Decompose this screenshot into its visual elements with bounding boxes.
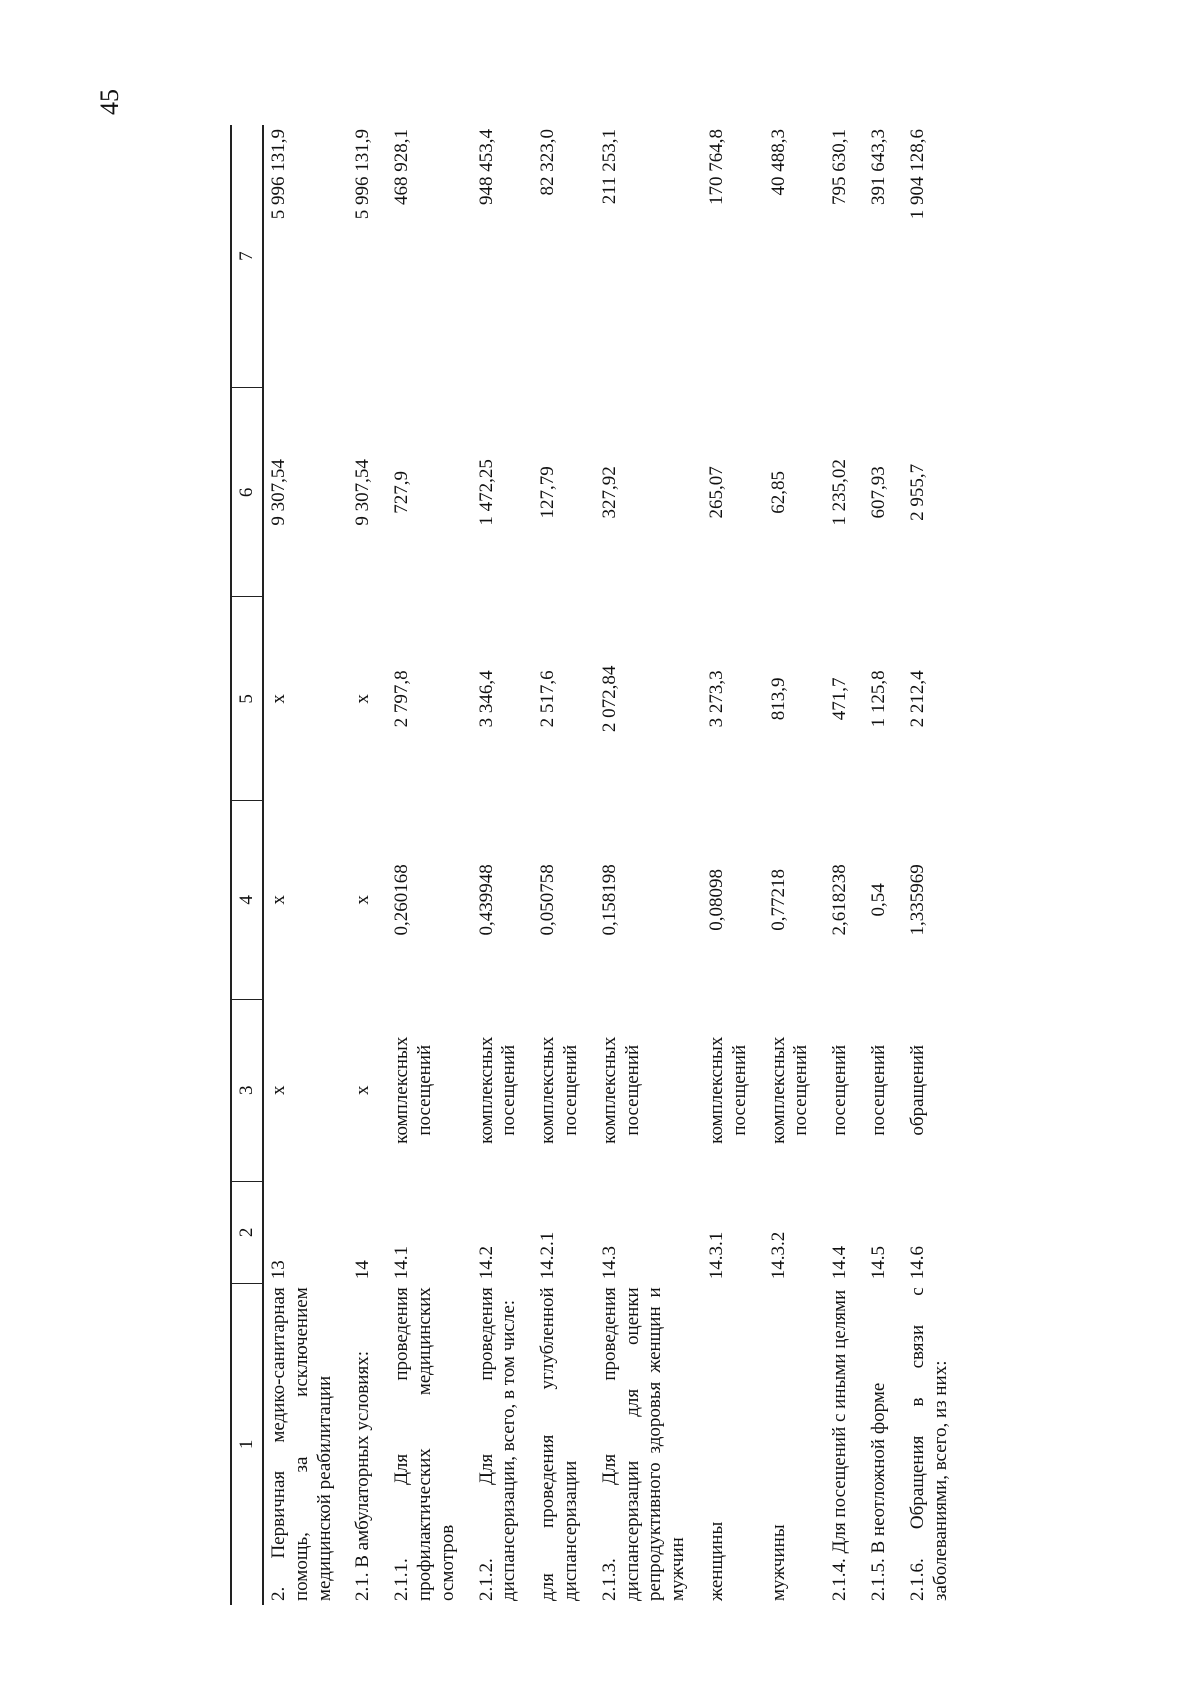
row-number: 14.1 — [391, 1246, 413, 1280]
page-number: 45 — [95, 89, 124, 115]
table-row — [864, 125, 903, 1605]
row-number: 14.2 — [475, 1246, 497, 1280]
unit-cell: обращений — [906, 1044, 928, 1136]
unit-cell: х — [352, 1085, 374, 1095]
total-cell: 211 253,1 — [598, 129, 620, 205]
unit-cell: посещений — [829, 1044, 851, 1136]
unit-cell: комплексных посещений — [598, 1036, 643, 1144]
norm-cell: 0,439948 — [475, 864, 497, 936]
per-capita-cell: 327,92 — [598, 466, 620, 519]
table-row — [472, 125, 534, 1605]
column-number-5: 5 — [231, 597, 263, 801]
row-number: 14.6 — [906, 1246, 928, 1280]
norm-cell: 0,54 — [867, 883, 889, 917]
column-number-1: 1 — [231, 1283, 263, 1605]
cost-cell: 471,7 — [829, 677, 851, 721]
cost-cell: 3 273,3 — [705, 670, 727, 728]
total-cell: 5 996 131,9 — [352, 129, 374, 220]
row-number: 14.3.2 — [767, 1231, 789, 1280]
per-capita-cell: 9 307,54 — [352, 459, 374, 526]
unit-cell: комплексных посещений — [705, 1036, 750, 1144]
row-label: 2.1.5. В неотложной форме — [867, 1382, 889, 1601]
total-cell: 795 630,1 — [829, 129, 851, 205]
total-cell: 948 453,4 — [475, 129, 497, 205]
total-cell: 82 323,0 — [537, 129, 559, 196]
table-row — [903, 125, 965, 1605]
row-number: 14 — [352, 1260, 374, 1280]
norm-cell: х — [352, 895, 374, 905]
norm-cell: 0,260168 — [391, 864, 413, 936]
unit-cell: посещений — [867, 1044, 889, 1136]
cost-cell: 2 212,4 — [906, 670, 928, 728]
table-row — [702, 125, 764, 1605]
norm-cell: 0,08098 — [705, 869, 727, 931]
table-row — [595, 125, 702, 1605]
row-label: 2.1.2. Для проведения диспансеризации, всего, в том числе: — [475, 1287, 520, 1601]
row-number: 14.3 — [598, 1246, 620, 1280]
cost-cell: 2 517,6 — [537, 670, 559, 728]
column-number-2: 2 — [231, 1181, 263, 1283]
financing-table — [230, 125, 964, 1605]
per-capita-cell: 127,79 — [537, 466, 559, 519]
cost-cell: х — [352, 694, 374, 704]
total-cell: 40 488,3 — [767, 129, 789, 196]
unit-cell: комплексных посещений — [767, 1036, 812, 1144]
table-row — [263, 125, 348, 1605]
row-number: 14.5 — [867, 1246, 889, 1280]
row-label: 2.1.6. Обращения в связи с заболеваниями, всего, из них: — [906, 1287, 951, 1601]
row-label: 2.1.4. Для посещений с иными целями — [829, 1289, 851, 1601]
total-cell: 391 643,3 — [867, 129, 889, 205]
per-capita-cell: 2 955,7 — [906, 463, 928, 521]
norm-cell: 1,335969 — [906, 864, 928, 936]
cost-cell: 3 346,4 — [475, 670, 497, 728]
row-label: 2.1.3. Для проведения диспансеризации для оценки репродуктивного здоровья женщин и мужчин — [598, 1287, 689, 1601]
per-capita-cell: 62,85 — [767, 470, 789, 514]
table-row — [348, 125, 387, 1605]
table-row — [825, 125, 864, 1605]
column-number-7: 7 — [231, 125, 263, 388]
cost-cell: х — [268, 694, 289, 704]
rotated-table-container — [230, 125, 1070, 1605]
row-label: 2.1. В амбулаторных условиях: — [352, 1351, 374, 1601]
unit-cell: х — [268, 1085, 289, 1095]
row-label: 2. Первичная медико-санитарная помощь, за исключением медицинской реабилитации — [268, 1287, 335, 1601]
norm-cell: 0,050758 — [537, 864, 559, 936]
per-capita-cell: 1 235,02 — [829, 459, 851, 526]
total-cell: 1 904 128,6 — [906, 129, 928, 220]
norm-cell: х — [268, 895, 289, 905]
norm-cell: 0,158198 — [598, 864, 620, 936]
cost-cell: 2 072,84 — [598, 665, 620, 733]
total-cell: 468 928,1 — [391, 129, 413, 205]
total-cell: 170 764,8 — [705, 129, 727, 205]
column-number-4: 4 — [231, 801, 263, 999]
row-label: мужчины — [767, 1524, 789, 1601]
norm-cell: 2,618238 — [829, 864, 851, 936]
cost-cell: 2 797,8 — [391, 670, 413, 728]
row-number: 14.2.1 — [537, 1231, 559, 1280]
row-number: 13 — [268, 1260, 289, 1280]
per-capita-cell: 607,93 — [867, 466, 889, 519]
column-number-header-row — [231, 125, 263, 1605]
column-number-6: 6 — [231, 388, 263, 597]
unit-cell: комплексных посещений — [475, 1036, 520, 1144]
row-number: 14.3.1 — [705, 1231, 727, 1280]
table-row — [764, 125, 826, 1605]
per-capita-cell: 265,07 — [705, 466, 727, 519]
table-row — [387, 125, 471, 1605]
column-number-3: 3 — [231, 999, 263, 1181]
unit-cell: комплексных посещений — [537, 1036, 581, 1144]
per-capita-cell: 727,9 — [391, 470, 413, 514]
unit-cell: комплексных посещений — [391, 1036, 435, 1144]
row-label: для проведения углубленной диспансеризации — [537, 1287, 581, 1601]
per-capita-cell: 1 472,25 — [475, 459, 497, 526]
cost-cell: 1 125,8 — [867, 670, 889, 728]
row-label: 2.1.1. Для проведения профилактических медицинских осмотров — [391, 1287, 458, 1601]
per-capita-cell: 9 307,54 — [268, 459, 289, 526]
table-row — [533, 125, 595, 1605]
cost-cell: 813,9 — [767, 677, 789, 721]
row-number: 14.4 — [829, 1246, 851, 1280]
row-label: женщины — [705, 1521, 727, 1601]
norm-cell: 0,77218 — [767, 869, 789, 931]
total-cell: 5 996 131,9 — [268, 129, 289, 220]
